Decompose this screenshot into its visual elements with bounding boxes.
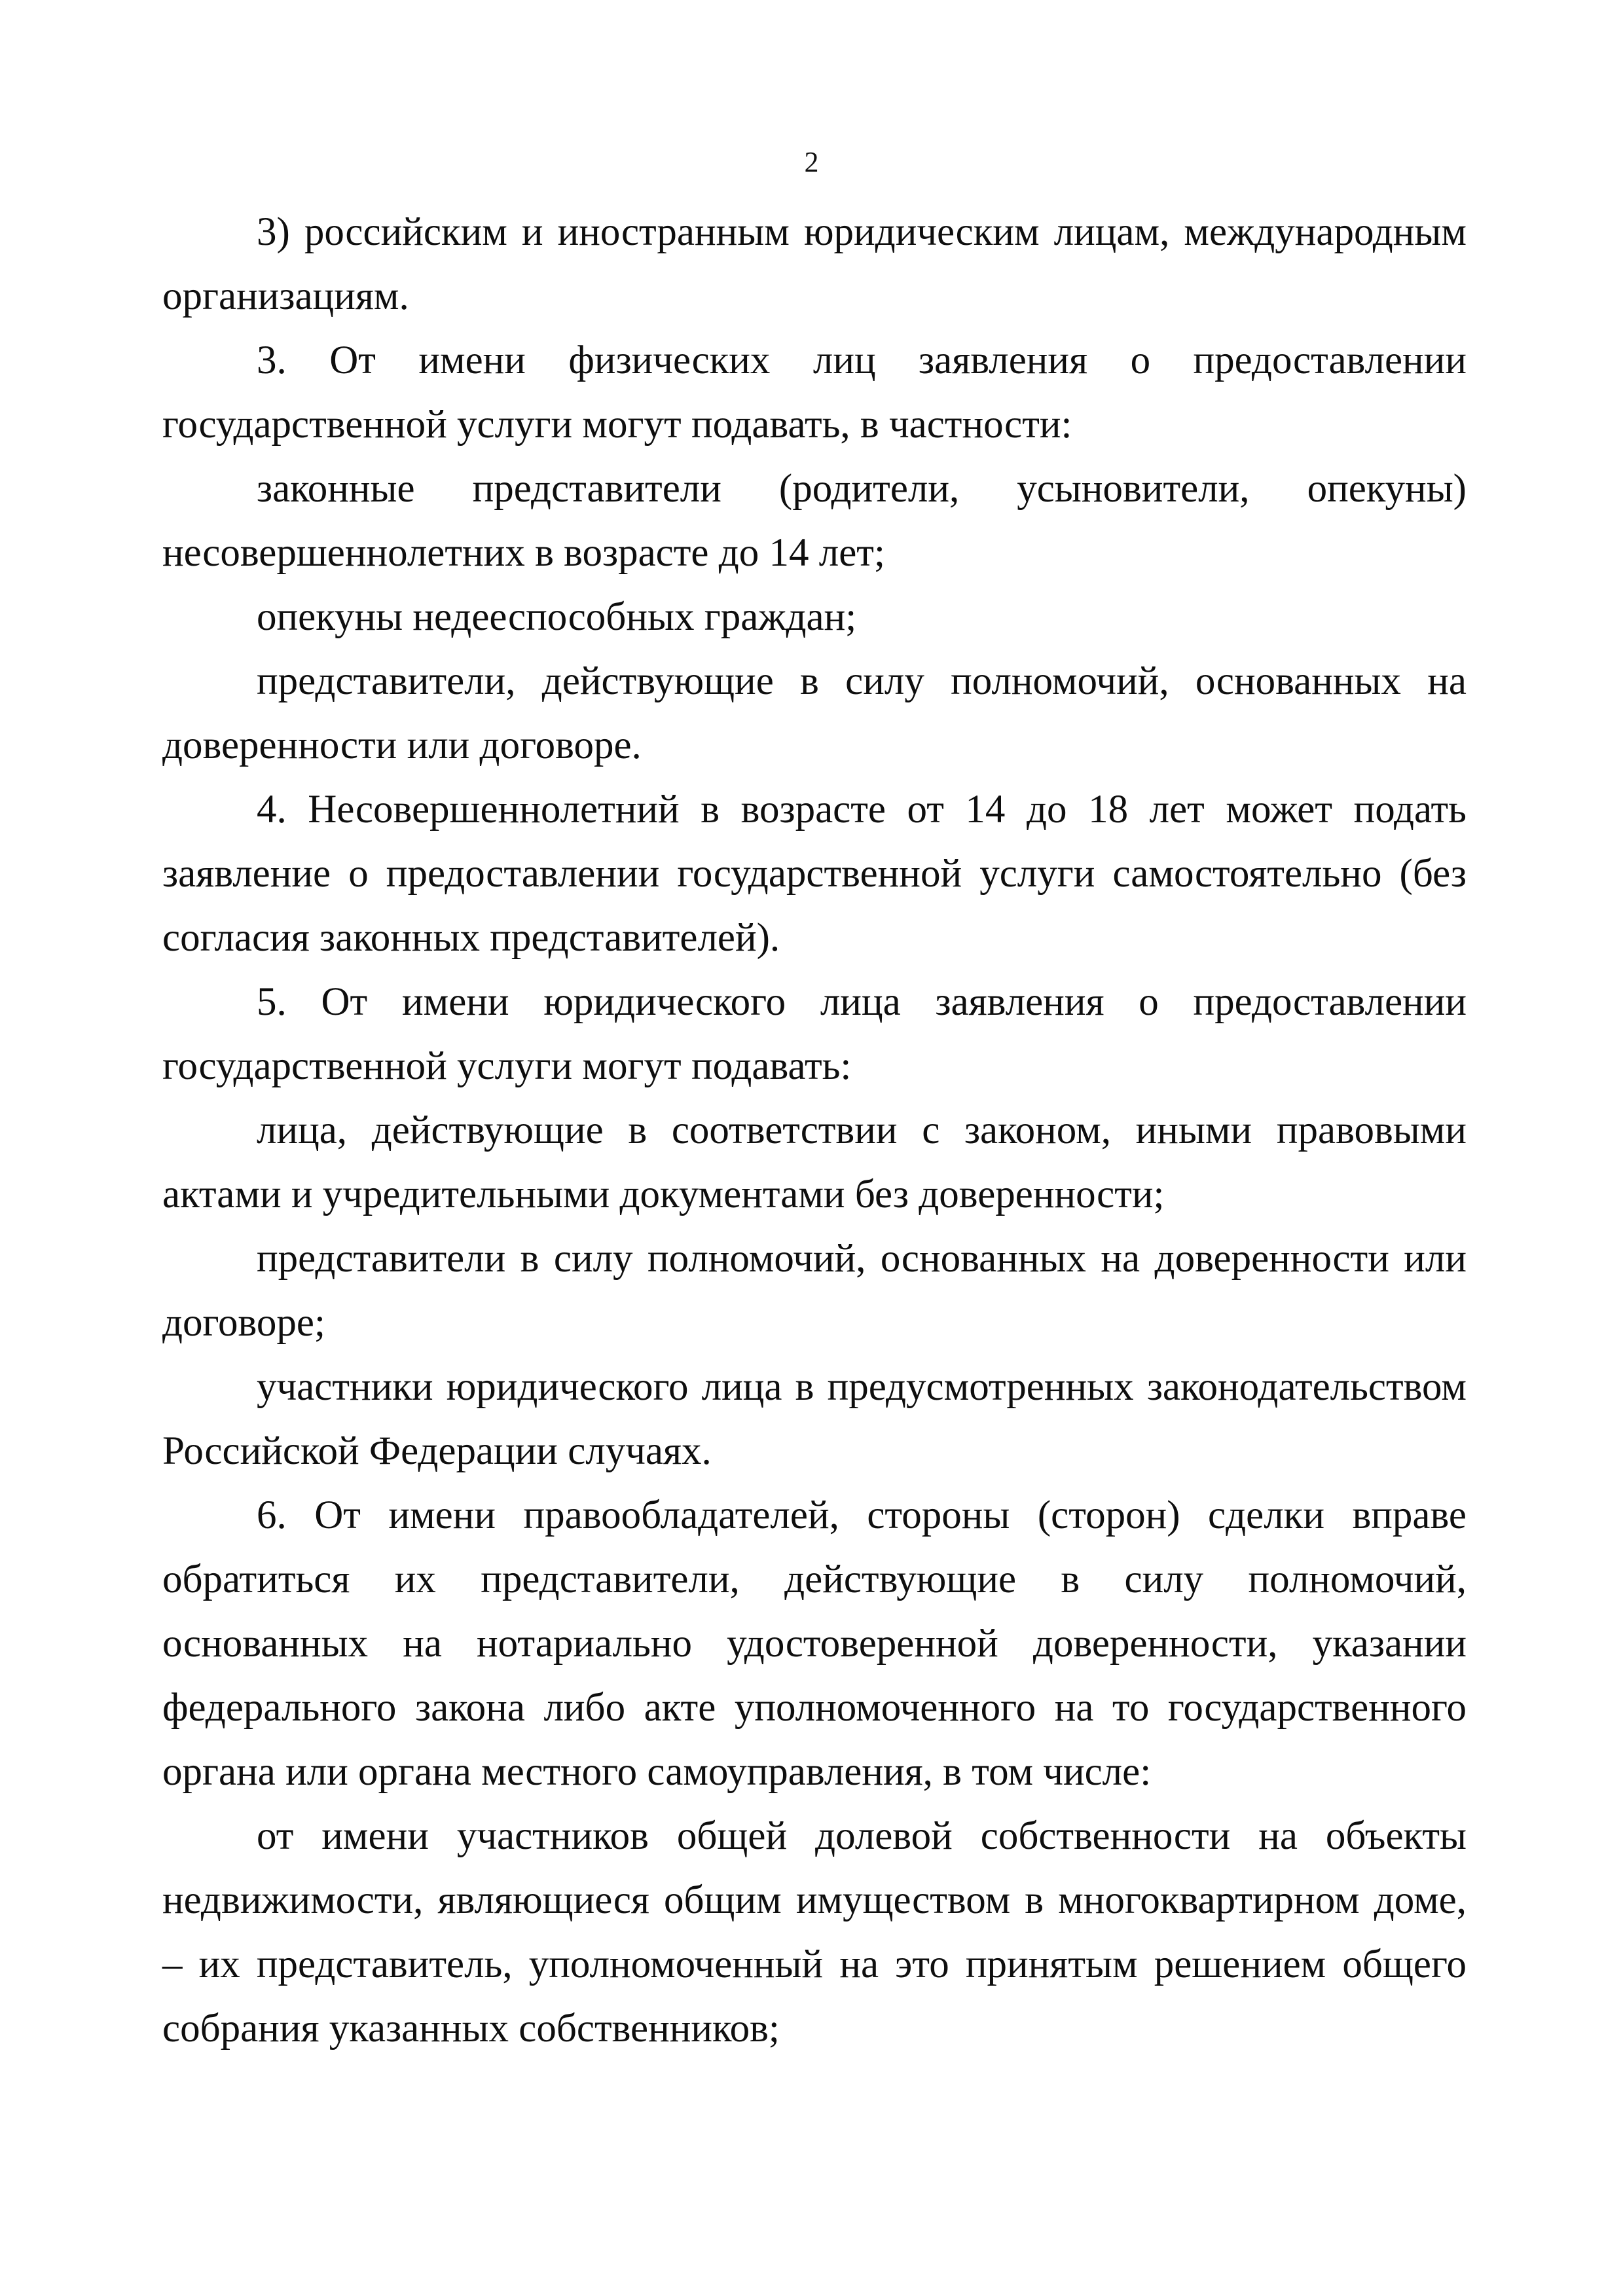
paragraph-participants: участники юридического лица в предусмотренных законодательством Российской Федерации случаях. (162, 1365, 1467, 1473)
page-number: 2 (804, 146, 819, 178)
paragraph-shared-ownership: от имени участников общей долевой собственности на объекты недвижимости, являющиеся общим имуществом в многоквартирном доме, – их представитель, уполномоченный на это принятым решением общего собрания указанных собственников; (162, 1814, 1467, 2050)
paragraph-legal-representatives: законные представители (родители, усыновители, опекуны) несовершеннолетних в возрасте до 14 лет; (162, 467, 1467, 575)
paragraph-item-5: 5. От имени юридического лица заявления о предоставлении государственной услуги могут подавать: (162, 980, 1467, 1088)
paragraph-persons-acting: лица, действующие в соответствии с законом, иными правовыми актами и учредительными документами без доверенности; (162, 1108, 1467, 1216)
document-body (162, 200, 1467, 2061)
paragraph-representatives: представители, действующие в силу полномочий, основанных на доверенности или договоре. (162, 659, 1467, 767)
paragraph-guardians: опекуны недееспособных граждан; (257, 595, 857, 639)
paragraph-item-3: 3. От имени физических лиц заявления о предоставлении государственной услуги могут подавать, в частности: (162, 338, 1467, 446)
paragraph-item-6: 6. От имени правообладателей, стороны (сторон) сделки вправе обратиться их представители, действующие в силу полномочий, основанных на нотариально удостоверенной доверенности, указании федерального закона либо акте уполномоченного на то государственного органа или органа местного самоуправления, в том числе: (162, 1493, 1467, 1794)
paragraph-3-3: 3) российским и иностранным юридическим лицам, международным организациям. (162, 210, 1467, 318)
paragraph-item-4: 4. Несовершеннолетний в возрасте от 14 до 18 лет может подать заявление о предоставлении государственной услуги самостоятельно (без согласия законных представителей). (162, 788, 1467, 960)
paragraph-representatives-powers: представители в силу полномочий, основанных на доверенности или договоре; (162, 1237, 1467, 1345)
